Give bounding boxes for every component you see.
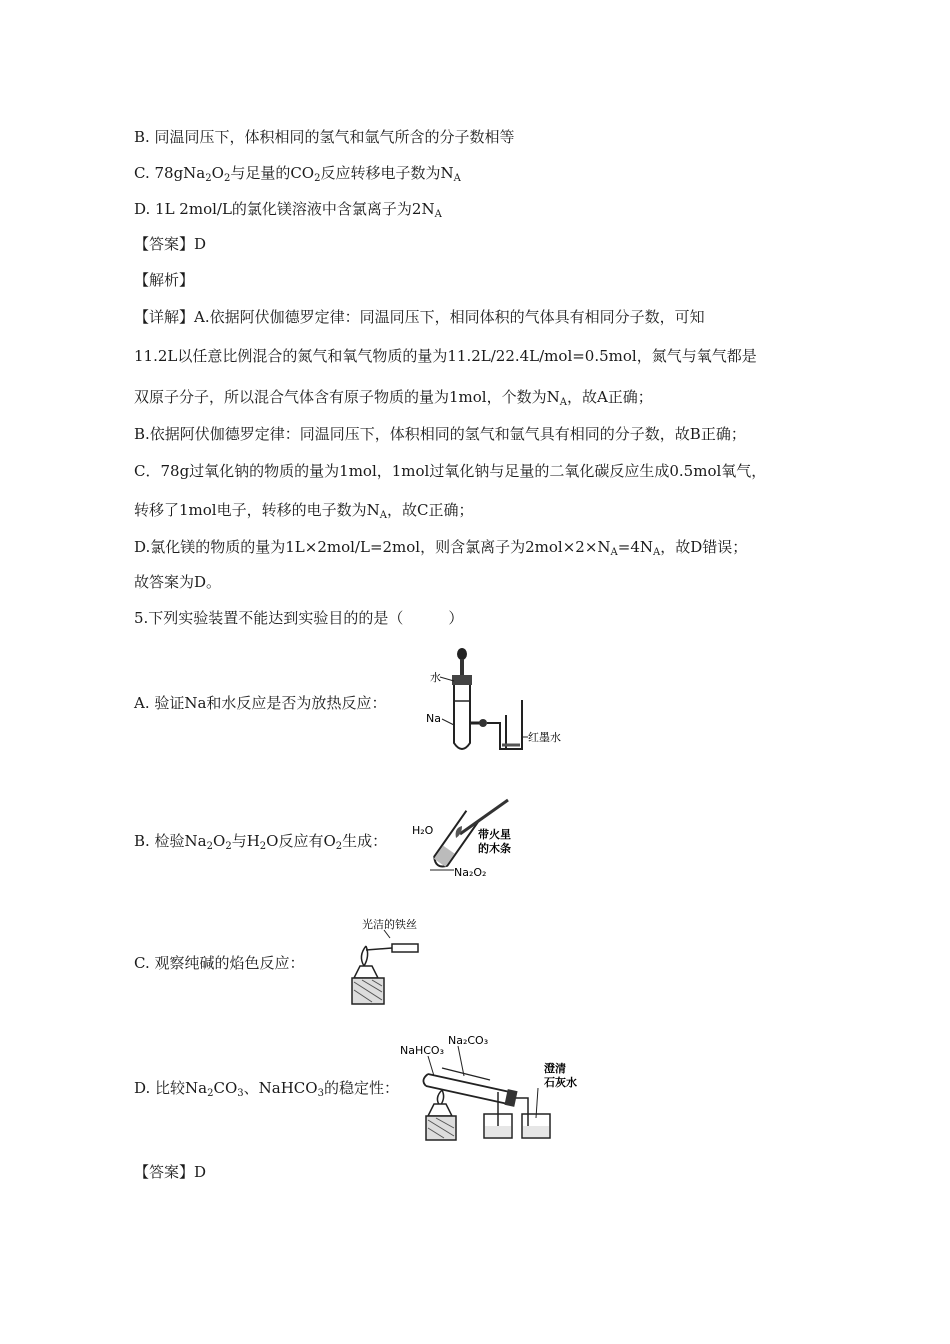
analysis-label: 【解析】 xyxy=(134,271,195,289)
detail-line-7: D.氯化镁的物质的量为1L×2mol/L=2mol，则含氯离子为$2mol\times 2\times N_A=4N_A$，故D错误； xyxy=(134,538,748,558)
label-iron-wire: 光洁的铁丝 xyxy=(362,918,417,931)
label-na: Na xyxy=(426,712,441,725)
figure-b-apparatus xyxy=(410,798,530,883)
label-limewater-1: 澄清 xyxy=(544,1062,566,1075)
figure-c-apparatus xyxy=(348,916,438,1008)
label-water: 水 xyxy=(430,671,441,684)
wire-handle xyxy=(392,944,418,952)
detail-line-4: B.依据阿伏伽德罗定律：同温同压下，体积相同的氢气和氩气具有相同的分子数，故B正确； xyxy=(134,425,746,443)
alcohol-lamp xyxy=(428,1104,452,1116)
q5-option-a: A. 验证Na和水反应是否为放热反应： xyxy=(134,694,387,712)
detail-line-2: 11.2L以任意比例混合的氮气和氧气物质的量为11.2L/22.4L/mol=0.5mol，氮气与氧气都是 xyxy=(134,347,757,365)
flame xyxy=(361,946,367,966)
answer-label: 【答案】D xyxy=(134,235,207,253)
label-red-ink: 红墨水 xyxy=(528,731,561,744)
alcohol-lamp xyxy=(354,966,378,978)
figure-a-apparatus xyxy=(418,645,568,760)
option-c: C. $78gNa_2O_2$与足量的$CO_2$反应转移电子数为$N_A$ xyxy=(134,164,461,184)
stopper xyxy=(452,675,472,685)
option-d: D. 1L 2mol/L的氯化镁溶液中含氯离子为$2N_A$ xyxy=(134,200,442,220)
label-na2co3: Na₂CO₃ xyxy=(448,1034,489,1047)
detail-line-6: 转移了1mol电子，转移的电子数为$N_A$，故C正确； xyxy=(134,501,474,521)
detail-line-3: 双原子分子，所以混合气体含有原子物质的量为1mol，个数为$N_A$，故A正确； xyxy=(134,388,653,408)
answer-label-2: 【答案】D xyxy=(134,1163,207,1181)
detail-line-1: 【详解】A.依据阿伏伽德罗定律：同温同压下，相同体积的气体具有相同分子数，可知 xyxy=(134,308,705,326)
u-tube xyxy=(487,700,522,749)
label-limewater-2: 石灰水 xyxy=(544,1076,577,1089)
question-5: 5.下列实验装置不能达到实验目的的是（ ） xyxy=(134,609,464,627)
test-tube xyxy=(454,685,470,749)
detail-line-8: 故答案为D。 xyxy=(134,573,222,591)
option-b: B. 同温同压下，体积相同的氢气和氩气所含的分子数相等 xyxy=(134,128,515,146)
q5-option-b: B. 检验$Na_2O_2$与$H_2O$反应有$O_2$生成： xyxy=(134,832,388,852)
label-splint-1: 带火星 xyxy=(478,828,511,841)
iron-wire xyxy=(366,948,392,950)
q5-option-d: D. 比较$Na_2CO_3$、NaHCO$_3$的稳定性： xyxy=(134,1079,399,1099)
label-nahco3: NaHCO₃ xyxy=(400,1044,444,1057)
figure-d-apparatus xyxy=(398,1032,583,1144)
label-splint-2: 的木条 xyxy=(478,842,511,855)
label-h2o: H₂O xyxy=(412,824,434,837)
detail-line-5: C．78g过氧化钠的物质的量为1mol，1mol过氧化钠与足量的二氧化碳反应生成0.5mol氧气， xyxy=(134,462,767,480)
dropper-bulb xyxy=(457,648,467,660)
label-na2o2: Na₂O₂ xyxy=(454,866,487,879)
q5-option-c: C. 观察纯碱的焰色反应： xyxy=(134,954,305,972)
